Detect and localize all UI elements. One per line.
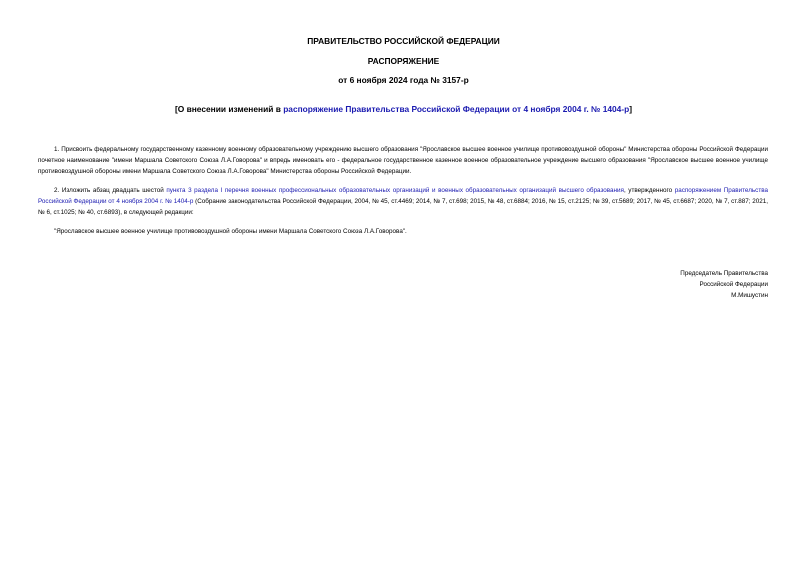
subject-link[interactable]: распоряжение Правительства Российской Федерации от 4 ноября 2004 г. № 1404-р [283,104,630,114]
government-heading: ПРАВИТЕЛЬСТВО РОССИЙСКОЙ ФЕДЕРАЦИИ [307,36,500,46]
paragraph-2-mid: , утвержденного [623,187,675,194]
paragraph-2-link-order[interactable]: распоряжением Правительства Российской Федерации от 4 ноября 2004 г. № 1404-р [38,187,768,205]
document-type-heading: РАСПОРЯЖЕНИЕ [367,56,440,66]
signature-organization: Российской Федерации [699,281,768,288]
paragraph-1: 1. Присвоить федеральному государственному казенному военному образовательному учреждению высшего образования "Ярославское высшее военное училище противовоздушной обороны" Министерства обороны Российской Федерации почетное наименование "имени Маршала Советского Союза Л.А.Говорова" и впредь именовать его - федеральное государственное казенное военное образовательное учреждение высшего образования "Ярославское высшее военное училище противовоздушной обороны имени Маршала Советского Союза Л.А.Говорова" Министерства обороны Российской Федерации. [38,146,768,175]
signature-position: Председатель Правительства [680,270,768,277]
paragraph-2-link-list[interactable]: пункта 3 раздела I перечня военных профессиональных образовательных организаций и военных образовательных организаций высшего образования [166,187,624,194]
date-number-heading: от 6 ноября 2024 года № 3157-р [338,75,469,85]
signature-name: М.Мишустин [731,292,768,299]
paragraph-3: "Ярославское высшее военное училище противовоздушной обороны имени Маршала Советского Союза Л.А.Говорова". [54,228,407,235]
paragraph-2-end: (Собрание законодательства Российской Федерации, 2004, № 45, ст.4469; 2014, № 7, ст.698; 2015, № 48, ст.6884; 2016, № 15, ст.2125; № 39, ст.5689; 2017, № 45, ст.6687; 2020, № 7, ст.887; 2021, № 6, ст.1025; № 40, ст.6893), в следующей редакции: [38,198,769,216]
paragraph-2 [38,185,768,218]
paragraph-2-start: 2. Изложить абзац двадцать шестой [54,187,167,194]
subject-suffix: ] [629,104,633,114]
subject-heading [0,104,807,115]
subject-prefix: [О внесении изменений в [174,104,284,114]
